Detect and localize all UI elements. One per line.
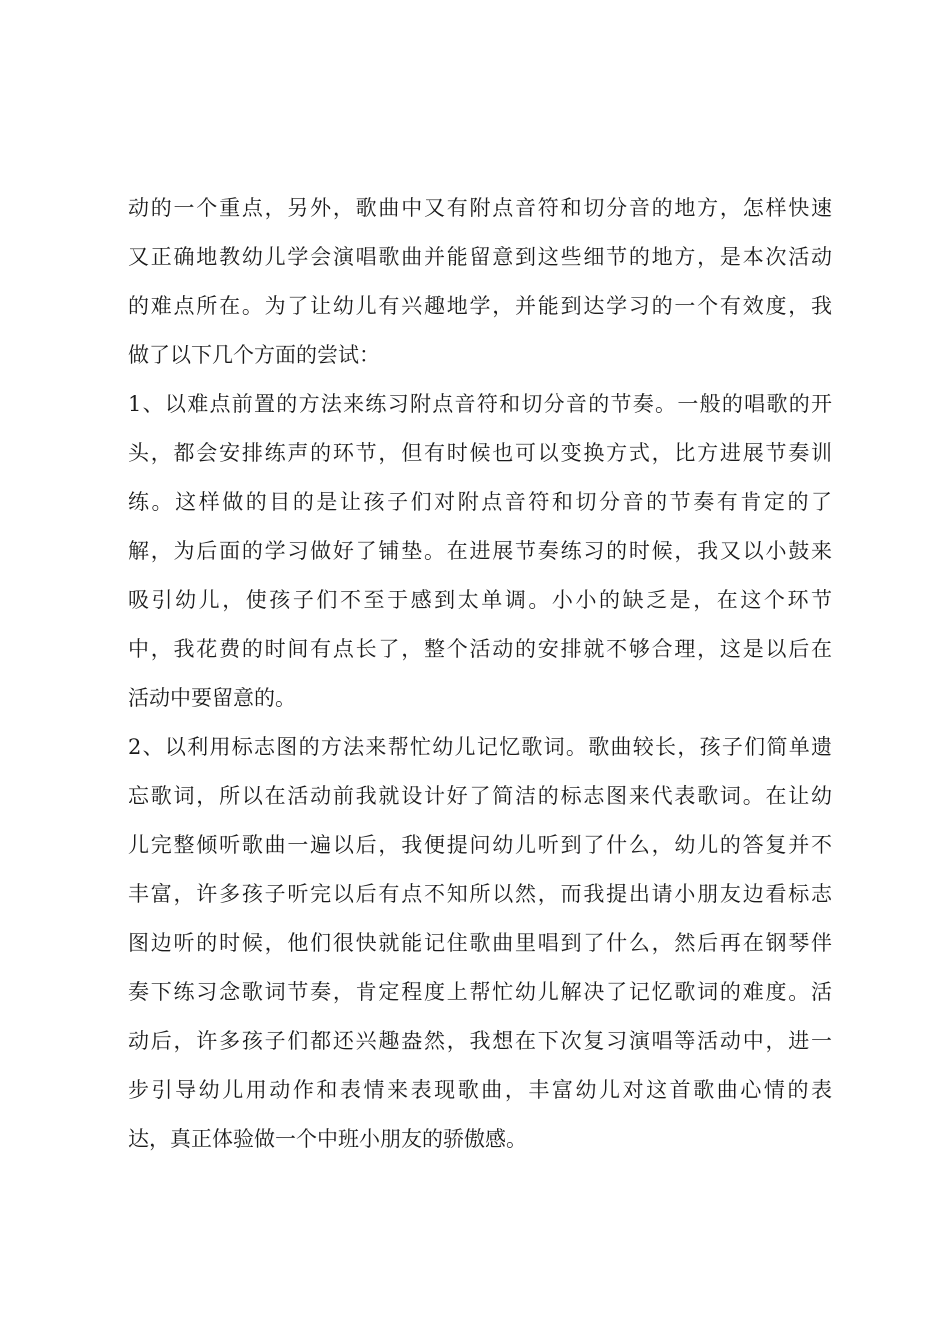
text-line: 2、以利用标志图的方法来帮忙幼儿记忆歌词。歌曲较长，孩子们简单遗: [128, 735, 832, 759]
text-line: 忘歌词，所以在活动前我就设计好了简洁的标志图来代表歌词。在让幼: [128, 784, 832, 808]
text-line: 活动中要留意的。: [128, 686, 296, 710]
text-line: 达，真正体验做一个中班小朋友的骄傲感。: [128, 1127, 527, 1151]
text-line: 头，都会安排练声的环节，但有时候也可以变换方式，比方进展节奏训: [128, 441, 832, 465]
text-line: 解，为后面的学习做好了铺垫。在进展节奏练习的时候，我又以小鼓来: [128, 539, 832, 563]
paragraph-1: [128, 382, 832, 725]
text-line: 中，我花费的时间有点长了，整个活动的安排就不够合理，这是以后在: [128, 637, 832, 661]
text-line: 儿完整倾听歌曲一遍以后，我便提问幼儿听到了什么，幼儿的答复并不: [128, 833, 832, 857]
text-line: 1、以难点前置的方法来练习附点音符和切分音的节奏。一般的唱歌的开: [128, 392, 832, 416]
paragraph-intro: [128, 186, 832, 382]
document-body: [128, 186, 832, 1166]
text-line: 步引导幼儿用动作和表情来表现歌曲，丰富幼儿对这首歌曲心情的表: [128, 1078, 832, 1102]
text-line: 动后，许多孩子们都还兴趣盎然，我想在下次复习演唱等活动中，进一: [128, 1029, 832, 1053]
text-line: 图边听的时候，他们很快就能记住歌曲里唱到了什么，然后再在钢琴伴: [128, 931, 832, 955]
text-line: 的难点所在。为了让幼儿有兴趣地学，并能到达学习的一个有效度，我: [128, 294, 832, 318]
text-line: 丰富，许多孩子听完以后有点不知所以然，而我提出请小朋友边看标志: [128, 882, 832, 906]
text-line: 奏下练习念歌词节奏，肯定程度上帮忙幼儿解决了记忆歌词的难度。活: [128, 980, 832, 1004]
text-line: 练。这样做的目的是让孩子们对附点音符和切分音的节奏有肯定的了: [128, 490, 832, 514]
text-line: 做了以下几个方面的尝试：: [128, 343, 380, 367]
text-line: 动的一个重点，另外，歌曲中又有附点音符和切分音的地方，怎样快速: [128, 196, 832, 220]
text-line: 吸引幼儿，使孩子们不至于感到太单调。小小的缺乏是，在这个环节: [128, 588, 832, 612]
paragraph-2: [128, 725, 832, 1166]
text-line: 又正确地教幼儿学会演唱歌曲并能留意到这些细节的地方，是本次活动: [128, 245, 832, 269]
